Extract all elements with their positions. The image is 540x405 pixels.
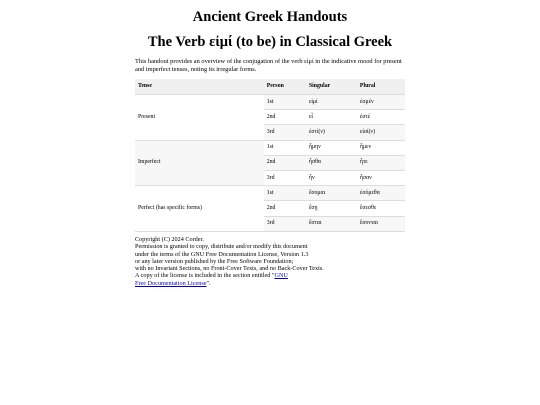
table-row bbox=[135, 95, 405, 110]
tense-cell: Perfect (has specific forms) bbox=[135, 186, 264, 232]
singular-cell: ἔσται bbox=[306, 216, 357, 231]
person-cell: 3rd bbox=[264, 125, 306, 140]
person-cell: 1st bbox=[264, 140, 306, 155]
plural-cell: ἐσόμεθα bbox=[357, 186, 405, 201]
singular-cell: ἦσθα bbox=[306, 155, 357, 170]
plural-cell: εἰσί(ν) bbox=[357, 125, 405, 140]
plural-cell: ἦμεν bbox=[357, 140, 405, 155]
license-line-suffix: ". bbox=[206, 279, 211, 287]
singular-cell: εἶ bbox=[306, 110, 357, 125]
intro-paragraph: This handout provides an overview of the conjugation of the verb εἰμί in the indicative mood for present and imperfect tenses, noting its irregular forms. bbox=[135, 58, 402, 73]
singular-cell: ἔσομαι bbox=[306, 186, 357, 201]
header-plural: Plural bbox=[357, 79, 405, 95]
singular-cell: ἦμην bbox=[306, 140, 357, 155]
gfdl-link-continued[interactable]: Free Documentation License bbox=[135, 279, 207, 287]
singular-cell: εἰμί bbox=[306, 95, 357, 110]
header-singular: Singular bbox=[306, 79, 357, 95]
table-header-row bbox=[135, 79, 405, 95]
license-notice bbox=[135, 236, 405, 287]
page-title: The Verb εἰμί (to be) in Classical Greek bbox=[147, 34, 393, 50]
person-cell: 2nd bbox=[264, 155, 306, 170]
license-line bbox=[135, 280, 405, 287]
singular-cell: ἔσῃ bbox=[306, 201, 357, 216]
person-cell: 1st bbox=[264, 95, 306, 110]
copyright-line: Copyright (C) 2024 Corder. bbox=[135, 236, 204, 243]
license-line: with no Invariant Sections, no Front-Cover Texts, and no Back-Cover Texts. bbox=[135, 265, 324, 273]
singular-cell: ἐστί(ν) bbox=[306, 125, 357, 140]
person-cell: 2nd bbox=[264, 110, 306, 125]
plural-cell: ἔσονται bbox=[357, 216, 405, 231]
plural-cell: ἦτε bbox=[357, 155, 405, 170]
license-line-prefix: A copy of the license is included in the section entitled " bbox=[135, 272, 275, 280]
conjugation-table bbox=[135, 79, 405, 232]
gfdl-link[interactable]: GNU bbox=[274, 272, 288, 280]
singular-cell: ἦν bbox=[306, 170, 357, 185]
person-cell: 3rd bbox=[264, 170, 306, 185]
table-row bbox=[135, 186, 405, 201]
header-tense: Tense bbox=[135, 79, 264, 95]
tense-cell: Imperfect bbox=[135, 140, 264, 186]
table-row bbox=[135, 140, 405, 155]
plural-cell: ἦσαν bbox=[357, 170, 405, 185]
plural-cell: ἐστέ bbox=[357, 110, 405, 125]
tense-cell: Present bbox=[135, 95, 264, 141]
person-cell: 2nd bbox=[264, 201, 306, 216]
person-cell: 3rd bbox=[264, 216, 306, 231]
license-line: or any later version published by the Free Software Foundation; bbox=[135, 257, 294, 265]
license-line: under the terms of the GNU Free Documentation License, Version 1.3 bbox=[135, 250, 309, 258]
plural-cell: ἐσμέν bbox=[357, 95, 405, 110]
license-line: Permission is granted to copy, distribute and/or modify this document bbox=[135, 243, 308, 251]
person-cell: 1st bbox=[264, 186, 306, 201]
license-line bbox=[135, 272, 405, 279]
plural-cell: ἔσεσθε bbox=[357, 201, 405, 216]
site-title: Ancient Greek Handouts bbox=[192, 9, 348, 25]
header-person: Person bbox=[264, 79, 306, 95]
